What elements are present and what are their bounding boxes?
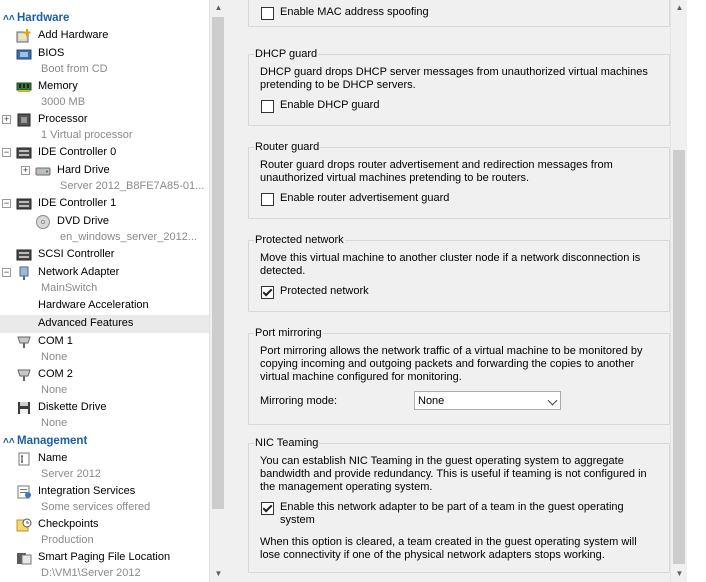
- tree-item-detail: None: [41, 417, 68, 429]
- collapse-chevron-icon: ˄˄: [3, 435, 15, 447]
- teaming-note: When this option is cleared, a team created in the guest operating system will lose connectivity if one of the physical network adapters stops working.: [260, 536, 637, 561]
- mirroring-mode-select[interactable]: [414, 391, 561, 410]
- dhcp-guard-checkbox[interactable]: Enable DHCP guard: [261, 100, 379, 113]
- hardware-section-header[interactable]: ˄˄ Hardware: [3, 12, 70, 24]
- processor-icon: [16, 113, 32, 127]
- tree-item-label: SCSI Controller: [38, 248, 115, 260]
- scroll-up-arrow-icon[interactable]: ▲: [214, 3, 223, 12]
- tree-item-label: Network Adapter: [38, 266, 120, 278]
- tree-item-detail: 1 Virtual processor: [41, 129, 133, 141]
- tree-item-label: Hardware Acceleration: [38, 299, 149, 311]
- tree-item-detail: Boot from CD: [41, 63, 108, 75]
- router-guard-checkbox[interactable]: Enable router advertisement guard: [261, 193, 449, 206]
- hard-drive-icon: [35, 164, 51, 178]
- tree-item-integration-services[interactable]: [0, 485, 209, 515]
- com-port-icon: [16, 335, 32, 349]
- tree-item-detail: None: [41, 351, 68, 363]
- expand-icon[interactable]: +: [22, 165, 29, 175]
- add-hardware-icon: [16, 29, 32, 43]
- smart-paging-icon: [16, 551, 32, 565]
- tree-item-add-hardware[interactable]: [0, 29, 209, 45]
- tree-item-label: Integration Services: [38, 485, 136, 497]
- tree-item-com-2[interactable]: [0, 368, 209, 398]
- scroll-up-arrow-icon[interactable]: ▲: [675, 3, 684, 12]
- tree-item-label: Processor: [38, 113, 88, 125]
- group-title: NIC Teaming: [255, 437, 319, 449]
- group-description: You can establish NIC Teaming in the guest operating system to aggregate bandwidth and provide redundancy. This is useful if teaming is not configured in the management operating system.: [260, 455, 647, 493]
- tree-item-label: Advanced Features: [38, 317, 134, 329]
- nic-teaming-checkbox[interactable]: Enable this network adapter to be part of a team in the guest operating system: [261, 502, 631, 527]
- tree-item-detail: en_windows_server_2012...: [60, 231, 197, 243]
- tree-item-label: Name: [38, 452, 68, 464]
- tree-item-processor[interactable]: [0, 113, 209, 143]
- tree-item-bios[interactable]: [0, 47, 209, 77]
- tree-item-detail: Server 2012: [41, 468, 101, 480]
- diskette-icon: [16, 401, 32, 415]
- network-adapter-icon: [16, 266, 32, 280]
- left-scrollbar[interactable]: [209, 0, 227, 582]
- tree-item-name[interactable]: [0, 452, 209, 482]
- tree-item-ide-controller-1[interactable]: [0, 197, 209, 213]
- tree-item-label: Checkpoints: [38, 518, 99, 530]
- collapse-chevron-icon: ˄˄: [3, 12, 15, 24]
- collapse-icon[interactable]: −: [3, 267, 10, 277]
- bios-chip-icon: [16, 47, 32, 61]
- tree-item-label: Diskette Drive: [38, 401, 107, 413]
- collapse-icon[interactable]: −: [3, 147, 10, 157]
- expand-icon[interactable]: +: [3, 114, 10, 124]
- tree-item-label: Add Hardware: [38, 29, 109, 41]
- checkbox-box[interactable]: [261, 100, 274, 113]
- tree-item-ide-controller-0[interactable]: [0, 146, 209, 162]
- memory-icon: [16, 80, 32, 94]
- right-scrollbar[interactable]: [670, 0, 688, 582]
- tree-item-detail: 3000 MB: [41, 96, 86, 108]
- tree-item-smart-paging[interactable]: [0, 551, 209, 581]
- pane-splitter[interactable]: [227, 0, 234, 582]
- com-port-icon: [16, 368, 32, 382]
- tree-item-diskette-drive[interactable]: [0, 401, 209, 431]
- chevron-down-icon: [548, 396, 558, 406]
- checkbox-box[interactable]: [261, 193, 274, 206]
- tree-item-label: COM 1: [38, 335, 73, 347]
- tree-item-com-1[interactable]: [0, 335, 209, 365]
- tree-item-hard-drive[interactable]: [0, 164, 209, 194]
- tree-item-label: DVD Drive: [57, 215, 109, 227]
- group-title: Port mirroring: [255, 327, 322, 339]
- select-value: None: [418, 395, 445, 407]
- settings-tree: [0, 0, 209, 582]
- mac-spoofing-checkbox[interactable]: Enable MAC address spoofing: [261, 7, 429, 20]
- tree-item-detail: Production: [41, 534, 94, 546]
- ide-controller-icon: [16, 146, 32, 160]
- tree-item-detail: Server 2012_B8FE7A85-01...: [60, 180, 205, 192]
- group-title: DHCP guard: [255, 48, 318, 60]
- tree-item-checkpoints[interactable]: [0, 518, 209, 548]
- tree-item-hardware-acceleration[interactable]: [0, 299, 209, 315]
- tree-item-network-adapter[interactable]: [0, 266, 209, 296]
- scroll-down-arrow-icon[interactable]: ▼: [214, 569, 223, 578]
- group-description: Router guard drops router advertisement and redirection messages from unauthorized virtual machines pretending to be routers.: [260, 159, 613, 184]
- tree-item-label: Hard Drive: [57, 164, 110, 176]
- group-description: Port mirroring allows the network traffic of a virtual machine to be monitored by copying incoming and outgoing packets and forwarding the copies to another virtual machine configured for monitoring.: [260, 345, 643, 383]
- scroll-thumb[interactable]: [673, 150, 685, 564]
- checkbox-box[interactable]: [261, 7, 274, 20]
- advanced-features-panel: [234, 0, 670, 582]
- tree-item-detail: D:\VM1\Server 2012: [41, 567, 141, 579]
- checkpoints-icon: [16, 518, 32, 532]
- tree-item-detail: MainSwitch: [41, 282, 98, 294]
- tree-item-label: Smart Paging File Location: [38, 551, 171, 563]
- tree-item-detail: None: [41, 384, 68, 396]
- mirroring-mode-label: Mirroring mode:: [260, 395, 338, 407]
- tree-item-label: IDE Controller 1: [38, 197, 117, 209]
- scroll-thumb[interactable]: [212, 17, 224, 509]
- scroll-down-arrow-icon[interactable]: ▼: [675, 569, 684, 578]
- dvd-disc-icon: [35, 215, 51, 229]
- tree-item-label: IDE Controller 0: [38, 146, 117, 158]
- checkbox-box[interactable]: [261, 502, 274, 515]
- integration-services-icon: [16, 485, 32, 499]
- checkbox-box[interactable]: [261, 286, 274, 299]
- ide-controller-icon: [16, 197, 32, 211]
- tree-item-detail: Some services offered: [41, 501, 151, 513]
- group-description: DHCP guard drops DHCP server messages from unauthorized virtual machines pretending to be DHCP servers.: [260, 66, 648, 91]
- tree-item-label: COM 2: [38, 368, 73, 380]
- tree-item-label: Memory: [38, 80, 78, 92]
- name-icon: [16, 452, 32, 466]
- collapse-icon[interactable]: −: [3, 198, 10, 208]
- protected-network-checkbox[interactable]: Protected network: [261, 286, 369, 299]
- group-title: Protected network: [255, 234, 344, 246]
- tree-item-scsi-controller[interactable]: [0, 248, 209, 264]
- window-edge: [687, 0, 706, 582]
- tree-item-advanced-features[interactable]: [0, 315, 209, 333]
- tree-item-dvd-drive[interactable]: [0, 215, 209, 245]
- group-description: Move this virtual machine to another cluster node if a network disconnection is detected.: [260, 252, 641, 277]
- scsi-controller-icon: [16, 248, 32, 262]
- group-title: Router guard: [255, 141, 320, 153]
- tree-item-label: BIOS: [38, 47, 65, 59]
- tree-item-memory[interactable]: [0, 80, 209, 110]
- management-section-header[interactable]: ˄˄ Management: [3, 435, 88, 447]
